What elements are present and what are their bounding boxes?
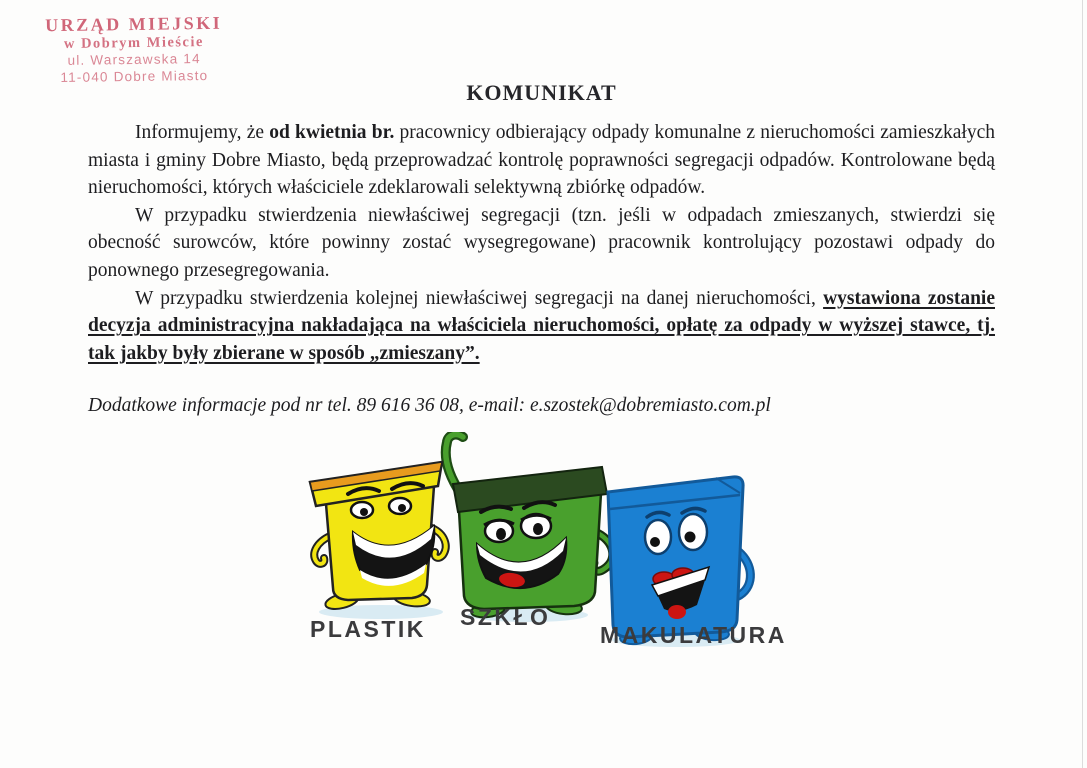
- paragraph-2: W przypadku stwierdzenia niewłaściwej segregacji (tzn. jeśli w odpadach zmieszanych, stwierdzi się obecność surowców, które powinny zostać wysegregowane) pracownik kontrolujący pozostawi odpady do ponownego przesegregowania.: [88, 204, 995, 281]
- bin-label-makulatura: MAKULATURA: [600, 622, 787, 648]
- recycling-bins-illustration: [296, 432, 787, 664]
- bin-label-szklo: SZKŁO: [460, 604, 551, 630]
- stamp-street: ul. Warszawska 14: [67, 51, 201, 69]
- document-body: [88, 119, 995, 367]
- stamp-office-name: URZĄD MIEJSKI: [45, 12, 223, 36]
- glass-bin-cartoon: [446, 435, 613, 620]
- paragraph-1: Informujemy, że od kwietnia br. pracownicy odbierający odpady komunalne z nieruchomości zamieszkałych miasta i gminy Dobre Miasto, będą przeprowadzać kontrolę poprawności segregacji odpadów. Kontrolowane będą nieruchomości, których właściciele zdeklarowali selektywną zbiórkę odpadów.: [88, 122, 996, 199]
- bin-label-plastik: PLASTIK: [310, 616, 426, 642]
- stamp-postal-code: 11-040 Dobre Miasto: [60, 67, 209, 85]
- plastic-bin-cartoon: [310, 462, 446, 612]
- paper-bin-cartoon: [608, 477, 750, 646]
- document-title: KOMUNIKAT: [466, 80, 617, 105]
- stamp-city: w Dobrym Mieście: [63, 34, 205, 53]
- scan-edge-artifact: [1082, 0, 1083, 768]
- office-stamp: [36, 13, 233, 85]
- contact-info-line: Dodatkowe informacje pod nr tel. 89 616 36 08, e-mail: e.szostek@dobremiasto.com.pl: [88, 395, 771, 416]
- paragraph-3: W przypadku stwierdzenia kolejnej niewłaściwej segregacji na danej nieruchomości, wystawiona zostanie decyzja administracyjna nakładająca na właściciela nieruchomości, opłatę za odpady w wyższej stawce, tj. tak jakby były zbierane w sposób „zmieszany”.: [88, 287, 995, 364]
